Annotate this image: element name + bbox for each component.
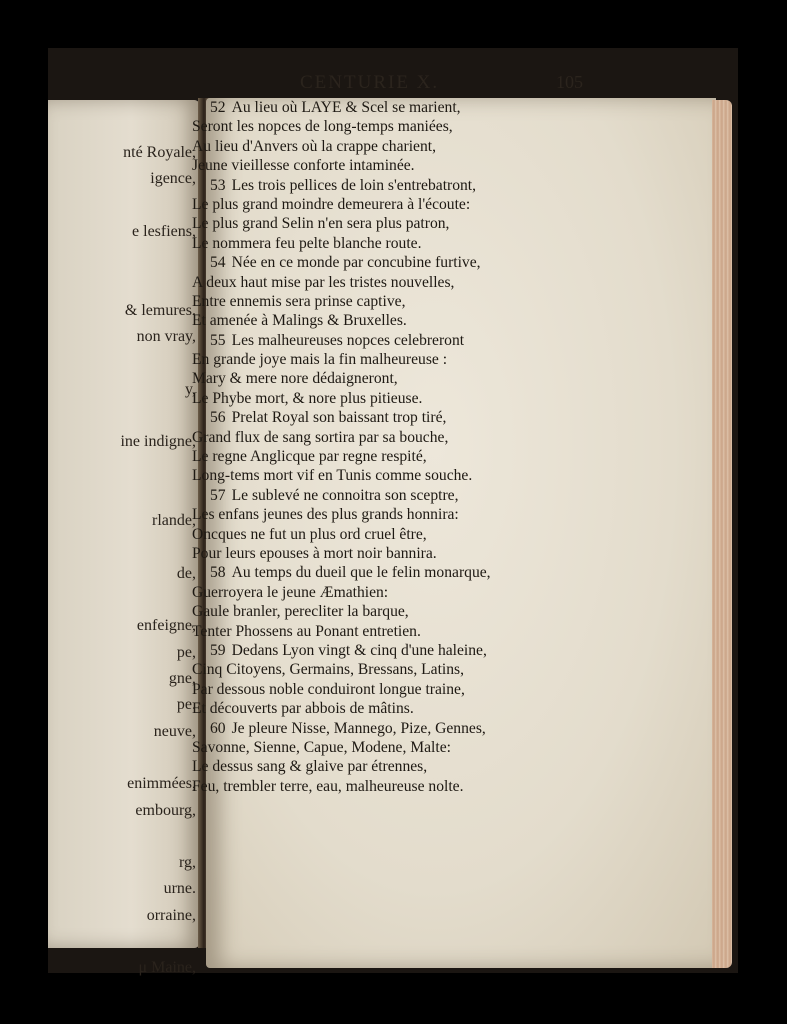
left-page-line: neuve, — [153, 722, 196, 740]
verse-text: A deux haut mise par les tristes nouvelles, — [192, 273, 455, 291]
left-page-line: & lemures. — [124, 301, 196, 319]
verse-text: Le nommera feu pelte blanche route. — [192, 234, 422, 252]
left-page-line: urne. — [163, 880, 196, 898]
verse-text: Prelat Royal son baissant trop tiré, — [231, 409, 447, 427]
verse-line — [192, 273, 662, 292]
verse-text: Le dessus sang & glaive par étrennes, — [192, 758, 428, 776]
verse-line — [192, 389, 662, 408]
verse-text: Cinq Citoyens, Germains, Bressans, Latins, — [192, 661, 464, 679]
verse-line — [192, 311, 662, 330]
verse-line — [192, 602, 662, 621]
verse-text: Guerroyera le jeune Æmathien: — [192, 583, 389, 601]
page-edges — [712, 100, 732, 968]
verse-text: Seront les nopces de long-temps maniées, — [192, 118, 453, 136]
verse-line — [192, 525, 662, 544]
verse-line — [192, 350, 662, 369]
quatrain — [192, 719, 662, 797]
left-page-line: pe, — [176, 643, 196, 661]
left-page-line: μ Maine, — [138, 959, 196, 977]
verse-text: Gaule branler, perecliter la barque, — [192, 603, 409, 621]
verse-text: Le sublevé ne connoitra son sceptre, — [231, 486, 459, 504]
verse-text: Mary & mere nore dédaigneront, — [192, 370, 398, 388]
left-page-line: ine indigne, — [120, 433, 196, 451]
verse-line — [192, 331, 662, 350]
verse-text: Grand flux de sang sortira par sa bouche, — [192, 428, 449, 446]
verse-line — [192, 214, 662, 233]
verse-line — [192, 466, 662, 485]
verse-text: Les malheureuses nopces celebreront — [231, 331, 465, 349]
verse-line — [192, 408, 662, 427]
verse-line — [192, 719, 662, 738]
verse-text: Long-tems mort vif en Tunis comme souche. — [192, 467, 473, 485]
quatrain — [192, 331, 662, 409]
left-page-line: nté Royale, — [123, 144, 196, 161]
left-page-line: e lesfiens, — [132, 222, 196, 240]
verse-line — [192, 563, 662, 582]
verse-line — [192, 486, 662, 505]
verse-line — [192, 544, 662, 563]
verse-text: Les enfans jeunes des plus grands honnira: — [192, 506, 459, 524]
left-page-line: orraine, — [146, 906, 196, 924]
left-page-line: y, — [185, 380, 196, 398]
verse-line — [192, 234, 662, 253]
verse-text: Je pleure Nisse, Mannego, Pize, Gennes, — [231, 719, 486, 737]
verse-text: Née en ce monde par concubine furtive, — [231, 254, 481, 272]
quatrain-number: 54 — [210, 254, 226, 272]
quatrain-number: 55 — [210, 331, 226, 349]
quatrain-number: 57 — [210, 486, 226, 504]
left-page-line: embourg, — [135, 801, 196, 819]
verse-text: Entre ennemis sera prinse captive, — [192, 292, 406, 310]
left-page-line: de, — [176, 564, 196, 582]
quatrain-number: 59 — [210, 641, 226, 659]
verse-text: Pour leurs epouses à mort noir bannira. — [192, 544, 437, 562]
left-page — [48, 100, 200, 977]
verse-line — [192, 292, 662, 311]
verse-line — [192, 447, 662, 466]
verse-text: Et amenée à Malings & Bruxelles. — [192, 312, 407, 330]
verse-text: Tenter Phossens au Ponant entretien. — [192, 622, 421, 640]
left-page-line: pe. — [176, 696, 196, 714]
verse-text: Le plus grand moindre demeurera à l'écoute: — [192, 195, 471, 213]
verse-line — [192, 428, 662, 447]
quatrain — [192, 98, 662, 176]
verse-text: Jeune vieillesse conforte intaminée. — [192, 157, 415, 175]
verse-text: Les trois pellices de loin s'entrebatront, — [231, 176, 477, 194]
verse-text: Au lieu où LAYE & Scel se marient, — [231, 99, 461, 116]
verse-text: Le plus grand Selin n'en sera plus patron, — [192, 215, 450, 233]
page-header: CENTURIE X. — [300, 72, 440, 93]
quatrain-number: 53 — [210, 176, 226, 194]
verse-line — [192, 680, 662, 699]
verse-line — [192, 777, 662, 796]
left-page-line: non vray, — [136, 328, 196, 346]
verse-line — [192, 660, 662, 679]
verse-text: En grande joye mais la fin malheureuse : — [192, 351, 448, 369]
quatrain — [192, 486, 662, 564]
verse-text: Le regne Anglicque par regne respité, — [192, 448, 427, 466]
quatrain — [192, 563, 662, 641]
verse-line — [192, 156, 662, 175]
left-page-line: rlande, — [152, 512, 196, 530]
left-page-line: rg, — [178, 854, 196, 872]
verse-line — [192, 369, 662, 388]
left-page-line: gne, — [168, 670, 196, 687]
verse-text: Au temps du dueil que le felin monarque, — [231, 564, 491, 582]
quatrain-number: 58 — [210, 564, 226, 582]
verse-text: Et découverts par abbois de mâtins. — [192, 700, 414, 718]
verse-line — [192, 757, 662, 776]
quatrain — [192, 408, 662, 486]
verse-text: Le Phybe mort, & nore plus pitieuse. — [192, 389, 423, 407]
verse-line — [192, 641, 662, 660]
verse-text: Par dessous noble conduiront longue traine, — [192, 680, 465, 698]
quatrain — [192, 641, 662, 719]
verse-line — [192, 253, 662, 272]
verse-line — [192, 738, 662, 757]
verse-line — [192, 699, 662, 718]
verse-line — [192, 195, 662, 214]
verse-line — [192, 98, 662, 117]
quatrain — [192, 176, 662, 254]
quatrain — [192, 253, 662, 331]
verse-line — [192, 505, 662, 524]
left-page-line: igence, — [150, 170, 196, 188]
verse-text: Feu, trembler terre, eau, malheureuse nolte. — [192, 777, 464, 795]
verse-text: Dedans Lyon vingt & cinq d'une haleine, — [231, 641, 487, 659]
verse-text: Au lieu d'Anvers où la crappe charient, — [192, 137, 436, 155]
verse-line — [192, 137, 662, 156]
verse-line — [192, 117, 662, 136]
quatrain-number: 56 — [210, 409, 226, 427]
page-number: 105 — [556, 72, 583, 92]
left-page-line: enfeigne, — [136, 617, 196, 635]
quatrain-list — [192, 98, 662, 796]
quatrain-number: 52 — [210, 99, 226, 116]
verse-line — [192, 622, 662, 641]
verse-line — [192, 583, 662, 602]
verse-line — [192, 176, 662, 195]
verse-text: Savonne, Sienne, Capue, Modene, Malte: — [192, 738, 451, 756]
quatrain-number: 60 — [210, 719, 226, 737]
verse-text: Oncques ne fut un plus ord cruel être, — [192, 525, 427, 543]
left-page-line: enimmées, — [127, 775, 196, 793]
